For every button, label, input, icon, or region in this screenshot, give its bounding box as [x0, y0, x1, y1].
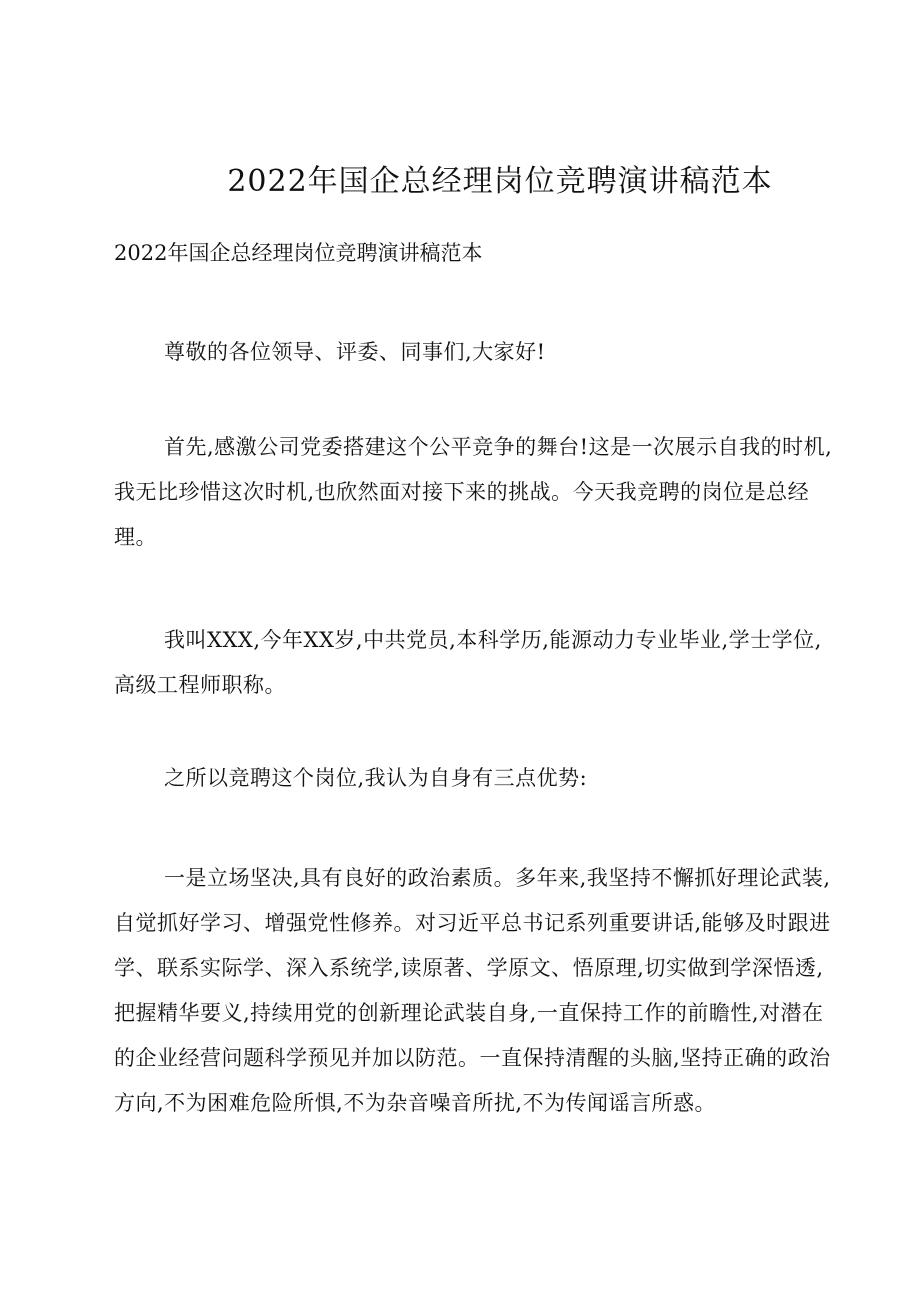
paragraph-advantages-intro: 之所以竞聘这个岗位,我认为自身有三点优势: [164, 766, 588, 790]
paragraph-introduction: 我叫XXX,今年XX岁,中共党员,本科学历,能源动力专业毕业,学士学位,高级工程师职称。 [114, 628, 822, 697]
document-title: 2022年国企总经理岗位竞聘演讲稿范本 [227, 164, 773, 199]
paragraph-thanks: 首先,感激公司党委搭建这个公平竞争的舞台!这是一次展示自我的时机,我无比珍惜这次时机,也欣然面对接下来的挑战。今天我竞聘的岗位是总经理。 [114, 435, 833, 549]
document-subtitle: 2022年国企总经理岗位竞聘演讲稿范本 [114, 241, 483, 265]
paragraph-greeting: 尊敬的各位领导、评委、同事们,大家好! [164, 340, 546, 364]
paragraph-advantage-one: 一是立场坚决,具有良好的政治素质。多年来,我坚持不懈抓好理论武装,自觉抓好学习、增强党性修养。对习近平总书记系列重要讲话,能够及时跟进学、联系实际学、深入系统学,读原著、学原文、悟原理,切实做到学深悟透,把握精华要义,持续用党的创新理论武装自身,一直保持工作的前瞻性,对潜在的企业经营问题科学预见并加以防范。一直保持清醒的头脑,坚持正确的政治方向,不为困难危险所惧,不为杂音噪音所扰,不为传闻谣言所惑。 [114, 866, 831, 1115]
